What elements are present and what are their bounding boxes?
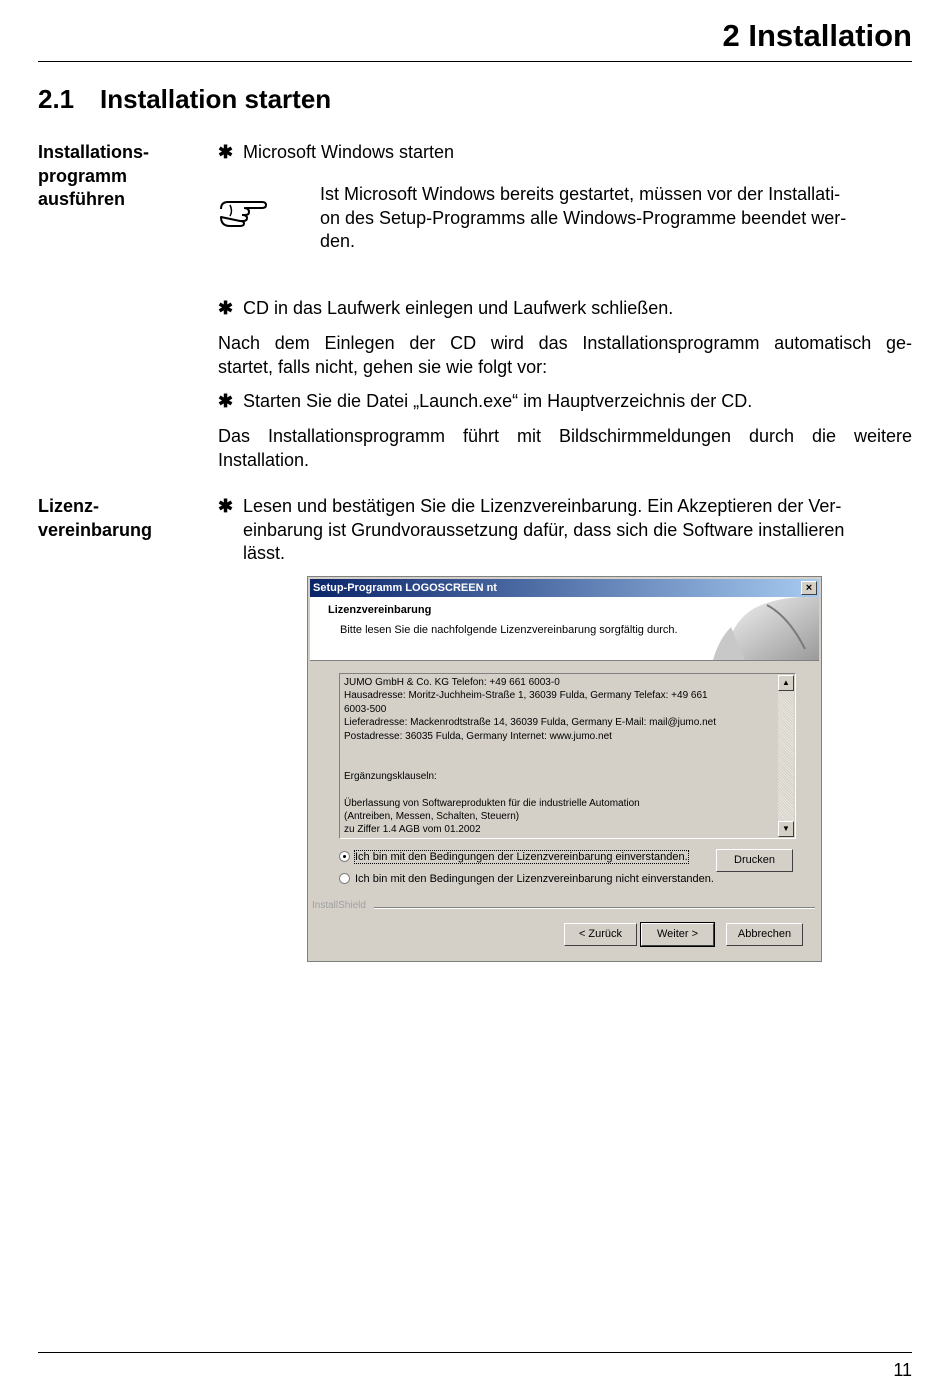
license-line: 6003-500: [344, 703, 387, 715]
paragraph-line: Nach dem Einlegen der CD wird das Installationsprogramm automatisch ge-: [218, 333, 912, 353]
license-line: Postadresse: 36035 Fulda, Germany Internet: www.jumo.net: [344, 730, 612, 742]
step-text: Starten Sie die Datei „Launch.exe“ im Hauptverzeichnis der CD.: [243, 391, 753, 411]
label-line: Lizenz-: [38, 496, 99, 516]
step-insert-cd: [218, 297, 912, 321]
dialog-subheading: Bitte lesen Sie die nachfolgende Lizenzvereinbarung sorgfältig durch.: [340, 624, 678, 636]
page-curl-graphic: [709, 597, 819, 660]
license-line: [344, 783, 764, 796]
step-text: Microsoft Windows starten: [243, 142, 455, 162]
license-line: Hausadresse: Moritz-Juchheim-Straße 1, 36039 Fulda, Germany Telefax: +49 661: [344, 690, 708, 702]
license-scrollbar[interactable]: [778, 675, 794, 837]
accept-radio[interactable]: [339, 851, 350, 862]
dialog-titlebar: [310, 579, 819, 597]
note-line: den.: [320, 231, 356, 251]
step-launch-file: [218, 390, 912, 414]
note-line: Ist Microsoft Windows bereits gestartet, müssen vor der Installati-: [320, 184, 841, 204]
step-license: [218, 495, 912, 566]
bullet-star: ✱: [218, 391, 234, 411]
license-line: [344, 743, 764, 756]
scroll-up-arrow-icon[interactable]: ▲: [778, 675, 794, 691]
installshield-brand: InstallShield: [312, 900, 366, 911]
accept-radio-option[interactable]: [339, 851, 688, 863]
decline-radio[interactable]: [339, 873, 350, 884]
label-license: [38, 495, 152, 542]
paragraph-line: Das Installationsprogramm führt mit Bildschirmmeldungen durch die weitere: [218, 426, 912, 446]
license-line: (Antreiben, Messen, Schalten, Steuern): [344, 811, 520, 823]
label-install-run: [38, 141, 149, 212]
close-button[interactable]: ×: [801, 581, 817, 595]
note-line: on des Setup-Programms alle Windows-Programme beendet wer-: [320, 207, 847, 228]
section-heading: Installation starten: [100, 84, 332, 114]
scroll-down-arrow-icon[interactable]: ▼: [778, 821, 794, 837]
step-line: Lesen und bestätigen Sie die Lizenzvereinbarung. Ein Akzeptieren der Ver-: [243, 496, 842, 516]
label-line: vereinbarung: [38, 519, 153, 540]
print-button[interactable]: Drucken: [716, 849, 793, 872]
next-button[interactable]: Weiter >: [641, 923, 714, 946]
chapter-title: 2 Installation: [722, 18, 912, 53]
step-line: lässt.: [243, 543, 286, 563]
setup-dialog: [307, 576, 822, 962]
footer-rule: [38, 1352, 912, 1353]
step-text: [243, 495, 912, 566]
bullet-star: ✱: [218, 142, 234, 162]
dialog-separator: [374, 907, 815, 909]
paragraph-after-insert: [218, 332, 912, 379]
paragraph-line: startet, falls nicht, gehen sie wie folgt vor:: [218, 356, 548, 377]
page-number: 11: [893, 1360, 912, 1380]
step-line: einbarung ist Grundvoraussetzung dafür, dass sich die Software installieren: [243, 519, 845, 540]
step-text: CD in das Laufwerk einlegen und Laufwerk schließen.: [243, 298, 674, 318]
paragraph-line: Installation.: [218, 449, 310, 470]
bullet-star: ✱: [218, 298, 234, 318]
note-text: [320, 183, 912, 254]
pointing-hand-icon: [218, 195, 268, 227]
label-line: Installations-: [38, 142, 150, 162]
accept-radio-label[interactable]: Ich bin mit den Bedingungen der Lizenzvereinbarung einverstanden.: [355, 851, 688, 863]
license-line: [344, 756, 764, 769]
dialog-heading: Lizenzvereinbarung: [328, 604, 432, 616]
license-line: Überlassung von Softwareprodukten für die industrielle Automation: [344, 797, 640, 809]
label-line: ausführen: [38, 189, 126, 209]
license-text: [344, 676, 764, 837]
section-title: [38, 84, 331, 115]
bullet-star: ✱: [218, 496, 234, 516]
paragraph-guide: [218, 425, 912, 472]
license-textbox[interactable]: [339, 673, 796, 839]
cancel-button[interactable]: Abbrechen: [726, 923, 803, 946]
license-line: Lieferadresse: Mackenrodtstraße 14, 36039 Fulda, Germany E-Mail: mail@jumo.net: [344, 717, 716, 729]
decline-radio-label[interactable]: Ich bin mit den Bedingungen der Lizenzvereinbarung nicht einverstanden.: [355, 873, 714, 885]
license-line: JUMO GmbH & Co. KG Telefon: +49 661 6003-0: [344, 677, 560, 688]
back-button[interactable]: < Zurück: [564, 923, 637, 946]
dialog-header-panel: [310, 597, 819, 661]
section-number: 2.1: [38, 84, 75, 114]
header-rule: [38, 61, 912, 62]
decline-radio-option[interactable]: [339, 873, 714, 885]
license-line: Ergänzungsklauseln:: [344, 770, 437, 782]
license-line: zu Ziffer 1.4 AGB vom 01.2002: [344, 824, 481, 836]
dialog-title: Setup-Programm LOGOSCREEN nt: [313, 582, 497, 594]
step-start-windows: [218, 141, 912, 165]
label-line: programm: [38, 165, 128, 186]
